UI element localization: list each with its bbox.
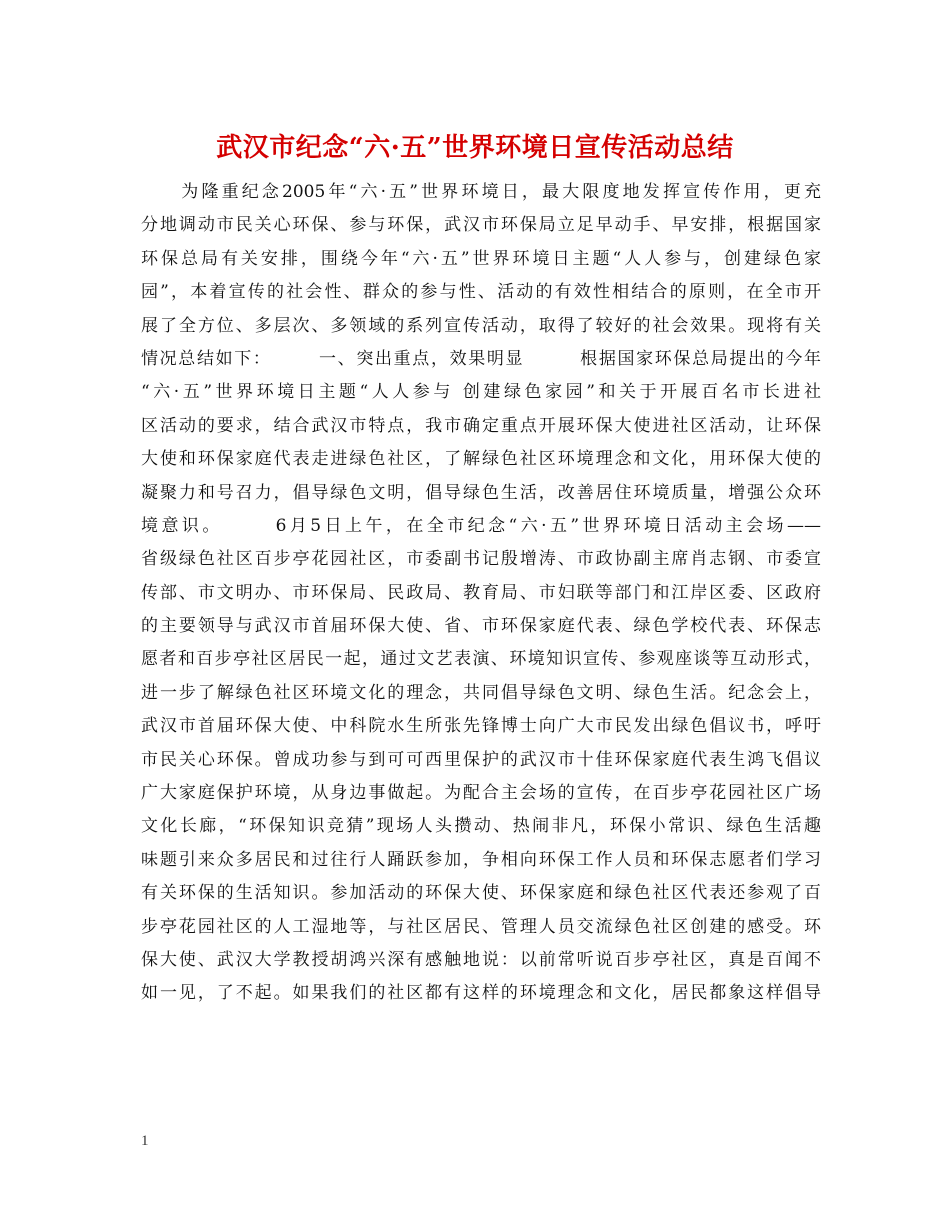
body-line: 区活动的要求，结合武汉市特点，我市确定重点开展环保大使进社区活动，让环保 — [141, 415, 821, 436]
body-line: 步亭花园社区的人工湿地等，与社区居民、管理人员交流绿色社区创建的感受。环 — [141, 916, 821, 937]
body-line: 省级绿色社区百步亭花园社区，市委副书记殷增涛、市政协副主席肖志钢、市委宣 — [141, 549, 821, 570]
body-line: 如一见，了不起。如果我们的社区都有这样的环境理念和文化，居民都象这样倡导 — [141, 983, 821, 1004]
body-line: 武汉市首届环保大使、中科院水生所张先锋博士向广大市民发出绿色倡议书，呼吁 — [141, 716, 821, 737]
body-line: 境意识。 6月5日上午，在全市纪念“六·五”世界环境日活动主会场—— — [141, 515, 821, 536]
body-line: 凝聚力和号召力，倡导绿色文明，倡导绿色生活，改善居住环境质量，增强公众环 — [141, 482, 821, 503]
body-line: 文化长廊，“环保知识竞猜”现场人头攒动、热闹非凡，环保小常识、绿色生活趣 — [141, 816, 821, 837]
body-line: 有关环保的生活知识。参加活动的环保大使、环保家庭和绿色社区代表还参观了百 — [141, 883, 821, 904]
body-line: 进一步了解绿色社区环境文化的理念，共同倡导绿色文明、绿色生活。纪念会上， — [141, 682, 821, 703]
body-line: 大使和环保家庭代表走进绿色社区，了解绿色社区环境理念和文化，用环保大使的 — [141, 449, 821, 470]
body-line: 市民关心环保。曾成功参与到可可西里保护的武汉市十佳环保家庭代表生鸿飞倡议 — [141, 749, 821, 770]
body-line: “六·五”世界环境日主题“人人参与 创建绿色家园”和关于开展百名市长进社 — [141, 382, 821, 403]
document-title: 武汉市纪念“六·五”世界环境日宣传活动总结 — [216, 133, 734, 163]
body-line: 情况总结如下： 一、突出重点，效果明显 根据国家环保总局提出的今年 — [141, 348, 821, 369]
document-body — [141, 176, 821, 1011]
page-number: 1 — [141, 1133, 149, 1149]
body-line: 愿者和百步亭社区居民一起，通过文艺表演、环境知识宣传、参观座谈等互动形式， — [141, 649, 821, 670]
body-line: 保大使、武汉大学教授胡鸿兴深有感触地说：以前常听说百步亭社区，真是百闻不 — [141, 949, 821, 970]
body-line: 广大家庭保护环境，从身边事做起。为配合主会场的宣传，在百步亭花园社区广场 — [141, 783, 821, 804]
body-line: 环保总局有关安排，围绕今年“六·五”世界环境日主题“人人参与，创建绿色家 — [141, 248, 821, 269]
body-line: 分地调动市民关心环保、参与环保，武汉市环保局立足早动手、早安排，根据国家 — [141, 215, 821, 236]
body-line: 的主要领导与武汉市首届环保大使、省、市环保家庭代表、绿色学校代表、环保志 — [141, 616, 821, 637]
body-line: 展了全方位、多层次、多领域的系列宣传活动，取得了较好的社会效果。现将有关 — [141, 315, 821, 336]
body-line: 传部、市文明办、市环保局、民政局、教育局、市妇联等部门和江岸区委、区政府 — [141, 582, 821, 603]
body-line: 为隆重纪念2005年“六·五”世界环境日，最大限度地发挥宣传作用，更充 — [141, 182, 821, 202]
body-line: 园”，本着宣传的社会性、群众的参与性、活动的有效性相结合的原则，在全市开 — [141, 282, 821, 303]
body-line: 味题引来众多居民和过往行人踊跃参加，争相向环保工作人员和环保志愿者们学习 — [141, 849, 821, 870]
